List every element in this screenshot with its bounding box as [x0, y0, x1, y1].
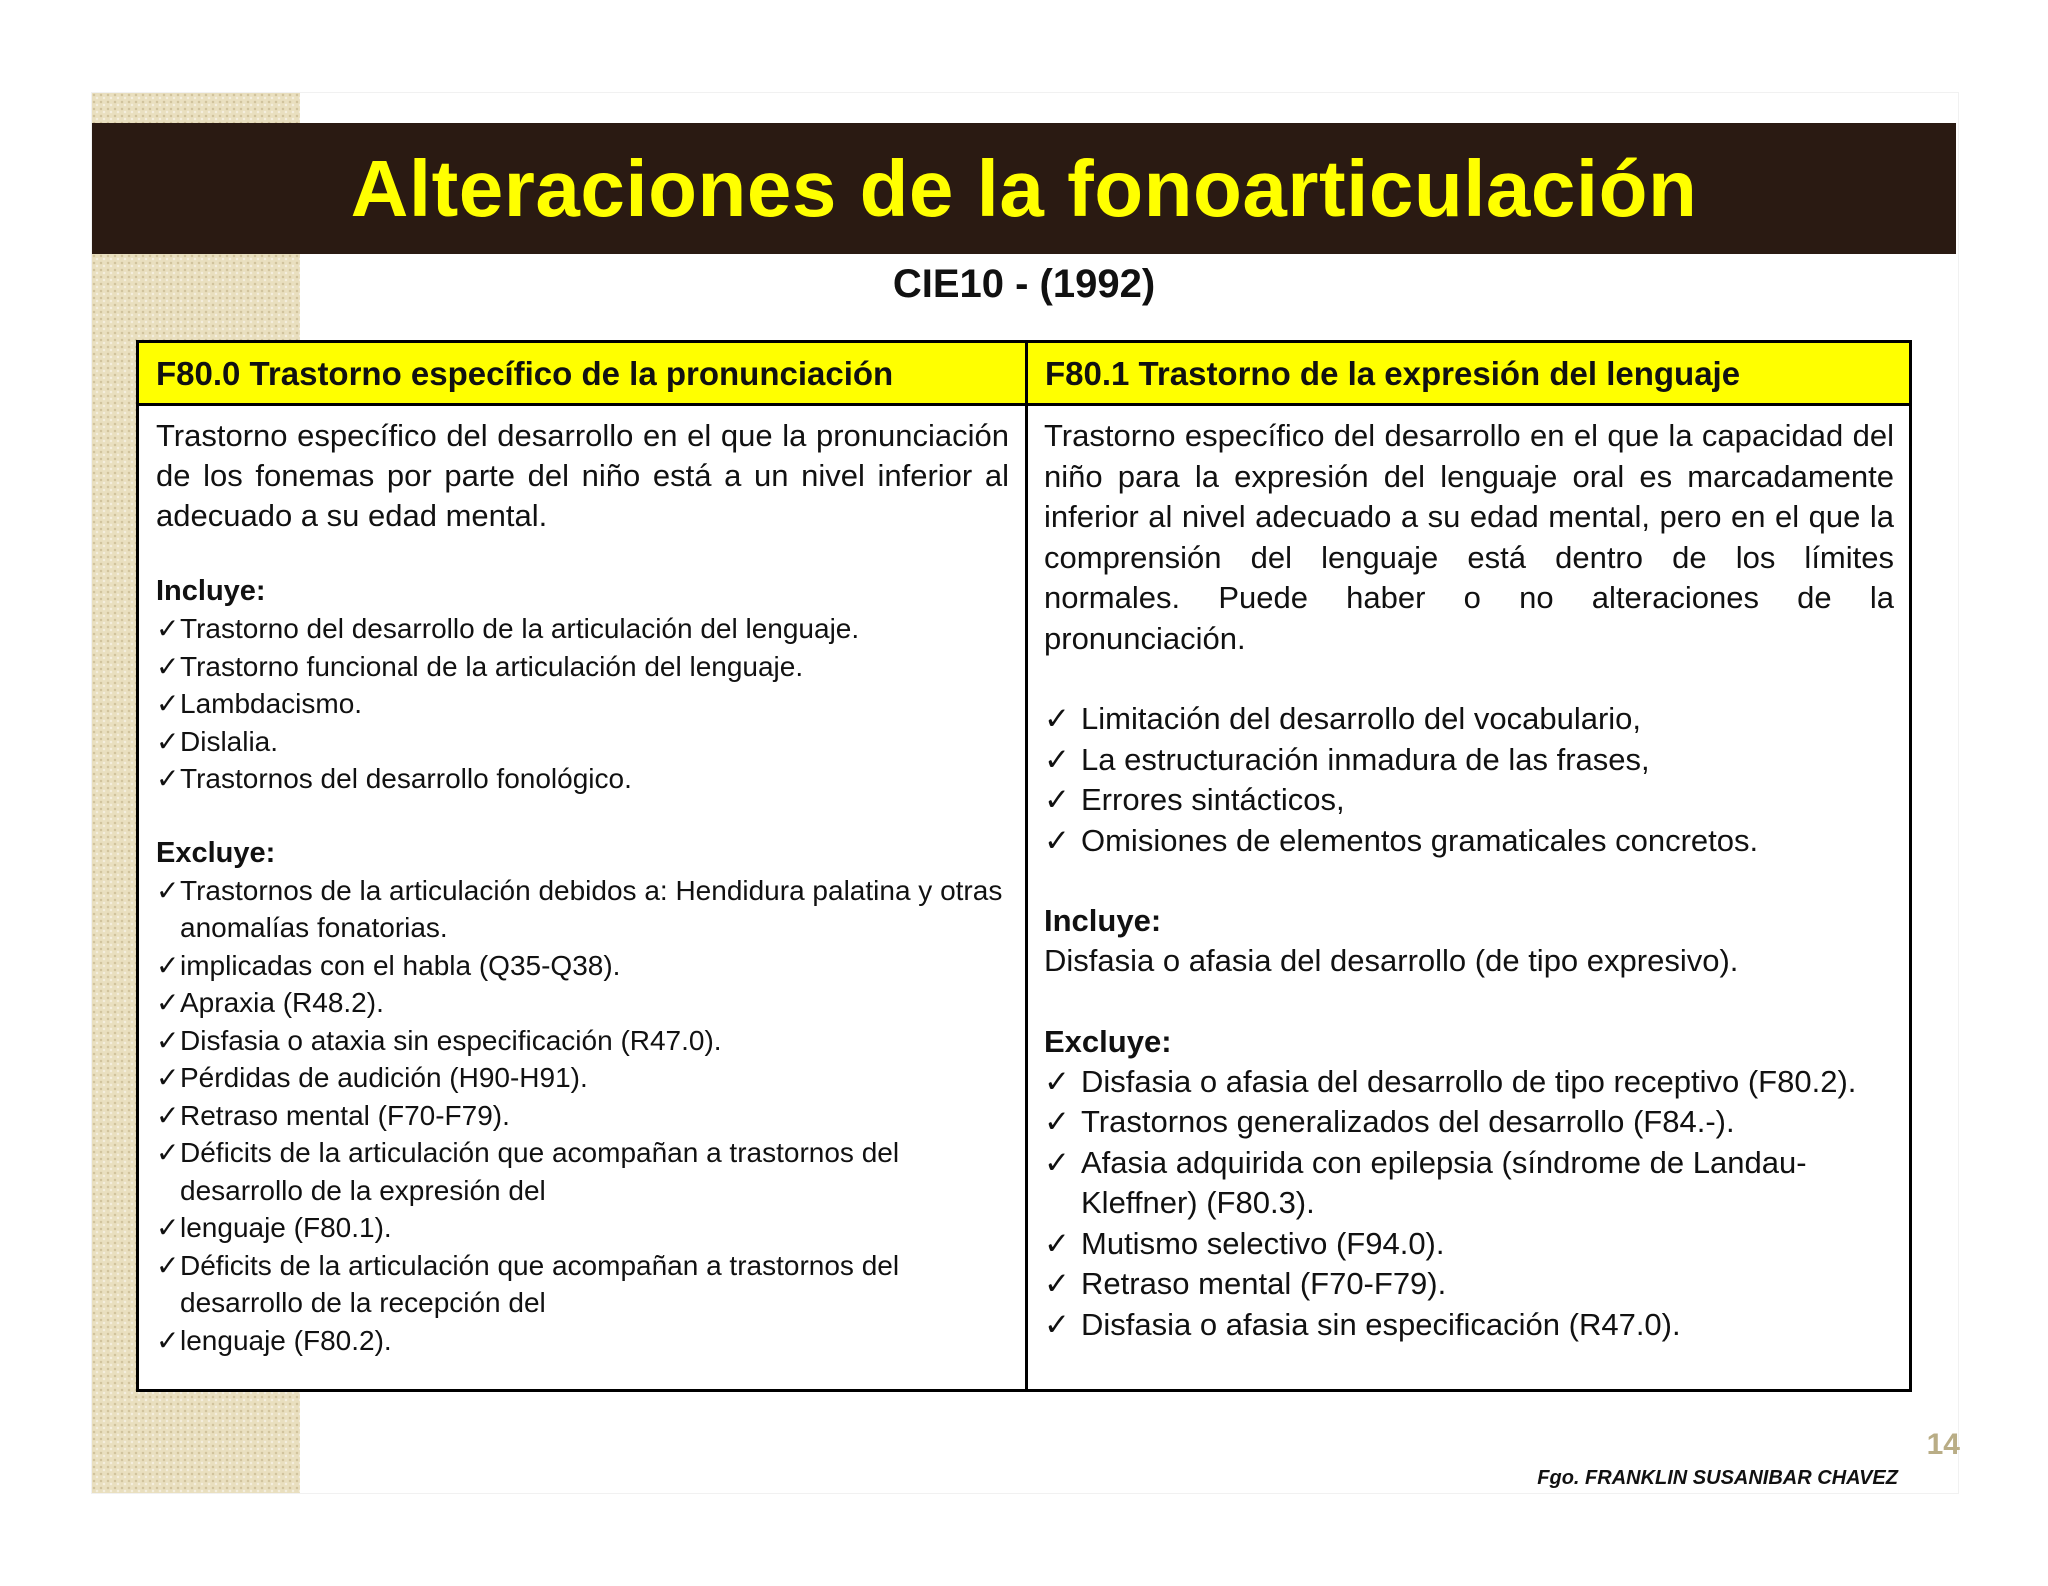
check-icon: ✓ [156, 987, 180, 1018]
check-icon: ✓ [156, 650, 180, 682]
left-description: Trastorno específico del desarrollo en el que la pronunciación de los fonemas por parte del niño está a un nivel inferior al adecuado a su edad mental. [156, 418, 1009, 533]
right-description: Trastorno específico del desarrollo en el que la capacidad del niño para la expresión del lenguaje oral es marcadamente inferior al nivel adecuado a su edad mental, pero en el que la comprensión del lenguaje está dentro de los límites normales. Puede haber o no alteraciones de la pronunciación. [1044, 418, 1894, 656]
list-item: ✓ Disfasia o afasia sin especificación (R47.0). [1044, 1305, 1894, 1346]
list-item: ✓ lenguaje (F80.1). [156, 1209, 1009, 1247]
right-features-list [1044, 699, 1894, 861]
check-icon: ✓ [156, 1212, 180, 1243]
list-item: ✓ Disfasia o afasia del desarrollo de tipo receptivo (F80.2). [1044, 1062, 1894, 1103]
check-icon: ✓ [156, 1137, 180, 1168]
check-icon: ✓ [156, 613, 180, 644]
list-item: ✓ Lambdacismo. [156, 685, 1009, 723]
table-header-row [139, 343, 1909, 406]
list-item: ✓ Retraso mental (F70-F79). [1044, 1264, 1894, 1305]
page-number: 14 [1926, 1428, 1960, 1461]
check-icon: ✓ [156, 1024, 180, 1056]
list-item: ✓ lenguaje (F80.2). [156, 1322, 1009, 1360]
comparison-table [136, 340, 1912, 1392]
list-item: ✓ Disfasia o ataxia sin especificación (R47.0). [156, 1022, 1009, 1060]
check-icon: ✓ [156, 1324, 180, 1356]
right-column [1044, 406, 1894, 1345]
right-includes-text: Disfasia o afasia del desarrollo (de tipo expresivo). [1044, 943, 1739, 978]
header-f80-0: F80.0 Trastorno específico de la pronunciación [156, 355, 894, 392]
list-item: ✓ Limitación del desarrollo del vocabulario, [1044, 699, 1894, 740]
left-includes-list [156, 610, 1009, 798]
check-icon: ✓ [156, 1249, 180, 1281]
check-icon: ✓ [1044, 1266, 1070, 1301]
check-icon: ✓ [1044, 1144, 1070, 1180]
author-credit: Fgo. FRANKLIN SUSANIBAR CHAVEZ [1537, 1467, 1898, 1489]
title-bar [92, 123, 1956, 254]
list-item: ✓ Retraso mental (F70-F79). [156, 1097, 1009, 1135]
list-item: ✓ Omisiones de elementos gramaticales concretos. [1044, 821, 1894, 862]
left-excludes-heading: Excluye: [156, 836, 276, 869]
list-item: ✓ Déficits de la articulación que acompañan a trastornos del desarrollo de la recepción del [156, 1247, 1009, 1322]
right-excludes-heading: Excluye: [1044, 1023, 1172, 1059]
list-item: ✓ La estructuración inmadura de las frases, [1044, 740, 1894, 781]
list-item: ✓ Trastorno funcional de la articulación del lenguaje. [156, 648, 1009, 686]
check-icon: ✓ [156, 874, 180, 906]
check-icon: ✓ [156, 688, 180, 719]
check-icon: ✓ [1044, 1306, 1070, 1342]
list-item: ✓ Trastornos de la articulación debidos a: Hendidura palatina y otras anomalías fonatorias. [156, 872, 1009, 947]
check-icon: ✓ [1044, 1104, 1070, 1139]
slide-title: Alteraciones de la fonoarticulación [350, 143, 1698, 233]
check-icon: ✓ [156, 1099, 180, 1131]
check-icon: ✓ [1044, 822, 1070, 858]
check-icon: ✓ [156, 763, 180, 794]
right-excludes-list [1044, 1062, 1894, 1346]
slide-subtitle: CIE10 - (1992) [892, 262, 1156, 306]
list-item: ✓ Trastornos del desarrollo fonológico. [156, 760, 1009, 798]
header-f80-1: F80.1 Trastorno de la expresión del lenguaje [1045, 355, 1741, 392]
check-icon: ✓ [156, 1062, 180, 1093]
list-item: ✓ Trastorno del desarrollo de la articulación del lenguaje. [156, 610, 1009, 648]
list-item: ✓ Pérdidas de audición (H90-H91). [156, 1059, 1009, 1097]
list-item: ✓ Déficits de la articulación que acompañan a trastornos del desarrollo de la expresión del [156, 1134, 1009, 1209]
list-item: ✓ Errores sintácticos, [1044, 780, 1894, 821]
list-item: ✓ Dislalia. [156, 723, 1009, 761]
check-icon: ✓ [1044, 741, 1070, 777]
left-includes-heading: Incluye: [156, 575, 266, 607]
check-icon: ✓ [1044, 1063, 1070, 1099]
list-item: ✓ implicadas con el habla (Q35-Q38). [156, 947, 1009, 985]
right-includes-heading: Incluye: [1044, 903, 1162, 938]
left-column [156, 406, 1009, 1359]
list-item: ✓ Afasia adquirida con epilepsia (síndrome de Landau-Kleffner) (F80.3). [1044, 1144, 1807, 1220]
check-icon: ✓ [156, 949, 180, 981]
list-item: ✓ Mutismo selectivo (F94.0). [1044, 1224, 1894, 1265]
check-icon: ✓ [1044, 701, 1070, 736]
check-icon: ✓ [1044, 1225, 1070, 1261]
check-icon: ✓ [1044, 782, 1070, 817]
list-item: ✓ Trastornos generalizados del desarrollo (F84.-). [1044, 1102, 1894, 1143]
check-icon: ✓ [156, 725, 180, 757]
column-divider [1025, 343, 1028, 1389]
left-excludes-list [156, 872, 1009, 1360]
list-item: ✓ Apraxia (R48.2). [156, 984, 1009, 1022]
